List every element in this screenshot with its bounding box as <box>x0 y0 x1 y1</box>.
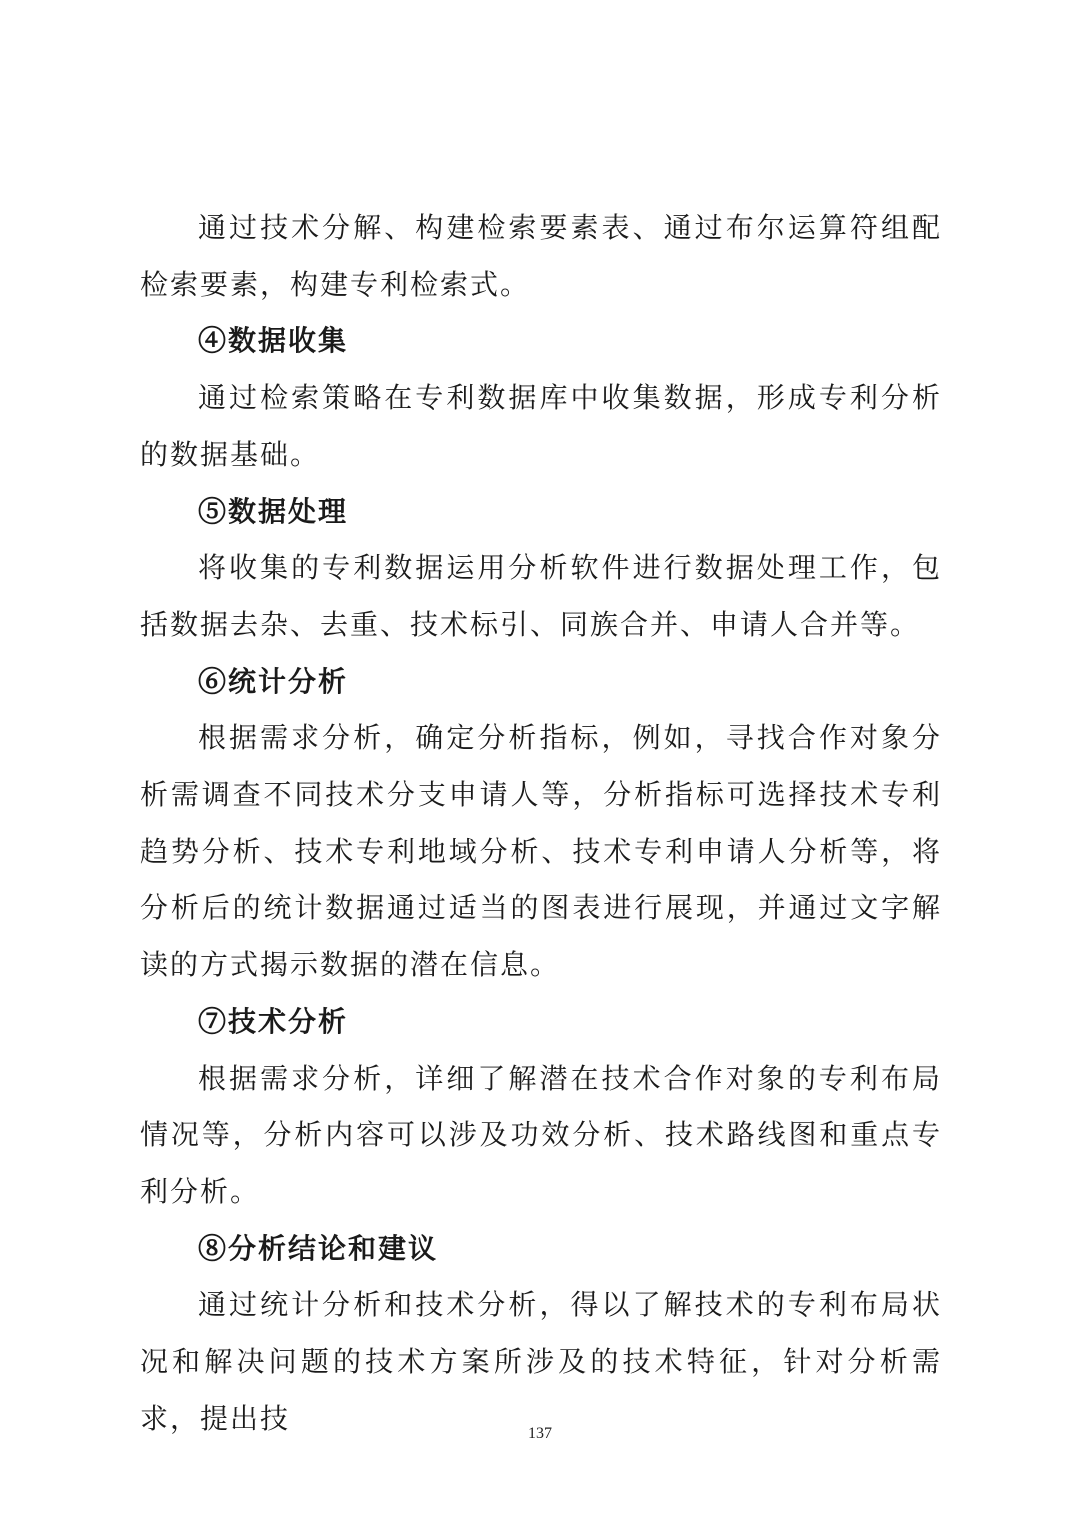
paragraph-search-strategy: 通过技术分解、构建检索要素表、通过布尔运算符组配检索要素，构建专利检索式。 <box>140 211 942 301</box>
heading-data-collection: ④数据收集 <box>198 324 349 358</box>
paragraph-statistical-analysis: 根据需求分析，确定分析指标，例如，寻找合作对象分析需调查不同技术分支申请人等，分析指标可选择技术专利趋势分析、技术专利地域分析、技术专利申请人分析等，将分析后的统计数据通过适当的图表进行展现，并通过文字解读的方式揭示数据的潜在信息。 <box>140 721 942 982</box>
paragraph-data-collection: 通过检索策略在专利数据库中收集数据，形成专利分析的数据基础。 <box>140 381 942 471</box>
heading-data-processing: ⑤数据处理 <box>198 494 349 528</box>
page-number: 137 <box>528 1425 552 1442</box>
paragraph-data-processing: 将收集的专利数据运用分析软件进行数据处理工作，包括数据去杂、去重、技术标引、同族合并、申请人合并等。 <box>140 551 942 641</box>
page-content <box>140 200 942 1447</box>
heading-statistical-analysis: ⑥统计分析 <box>198 664 349 698</box>
paragraph-technical-analysis: 根据需求分析，详细了解潜在技术合作对象的专利布局情况等，分析内容可以涉及功效分析、技术路线图和重点专利分析。 <box>140 1061 942 1208</box>
paragraph-conclusions: 通过统计分析和技术分析，得以了解技术的专利布局状况和解决问题的技术方案所涉及的技术特征，针对分析需求，提出技 <box>140 1288 942 1435</box>
heading-conclusions: ⑧分析结论和建议 <box>198 1231 439 1265</box>
heading-technical-analysis: ⑦技术分析 <box>198 1004 349 1038</box>
